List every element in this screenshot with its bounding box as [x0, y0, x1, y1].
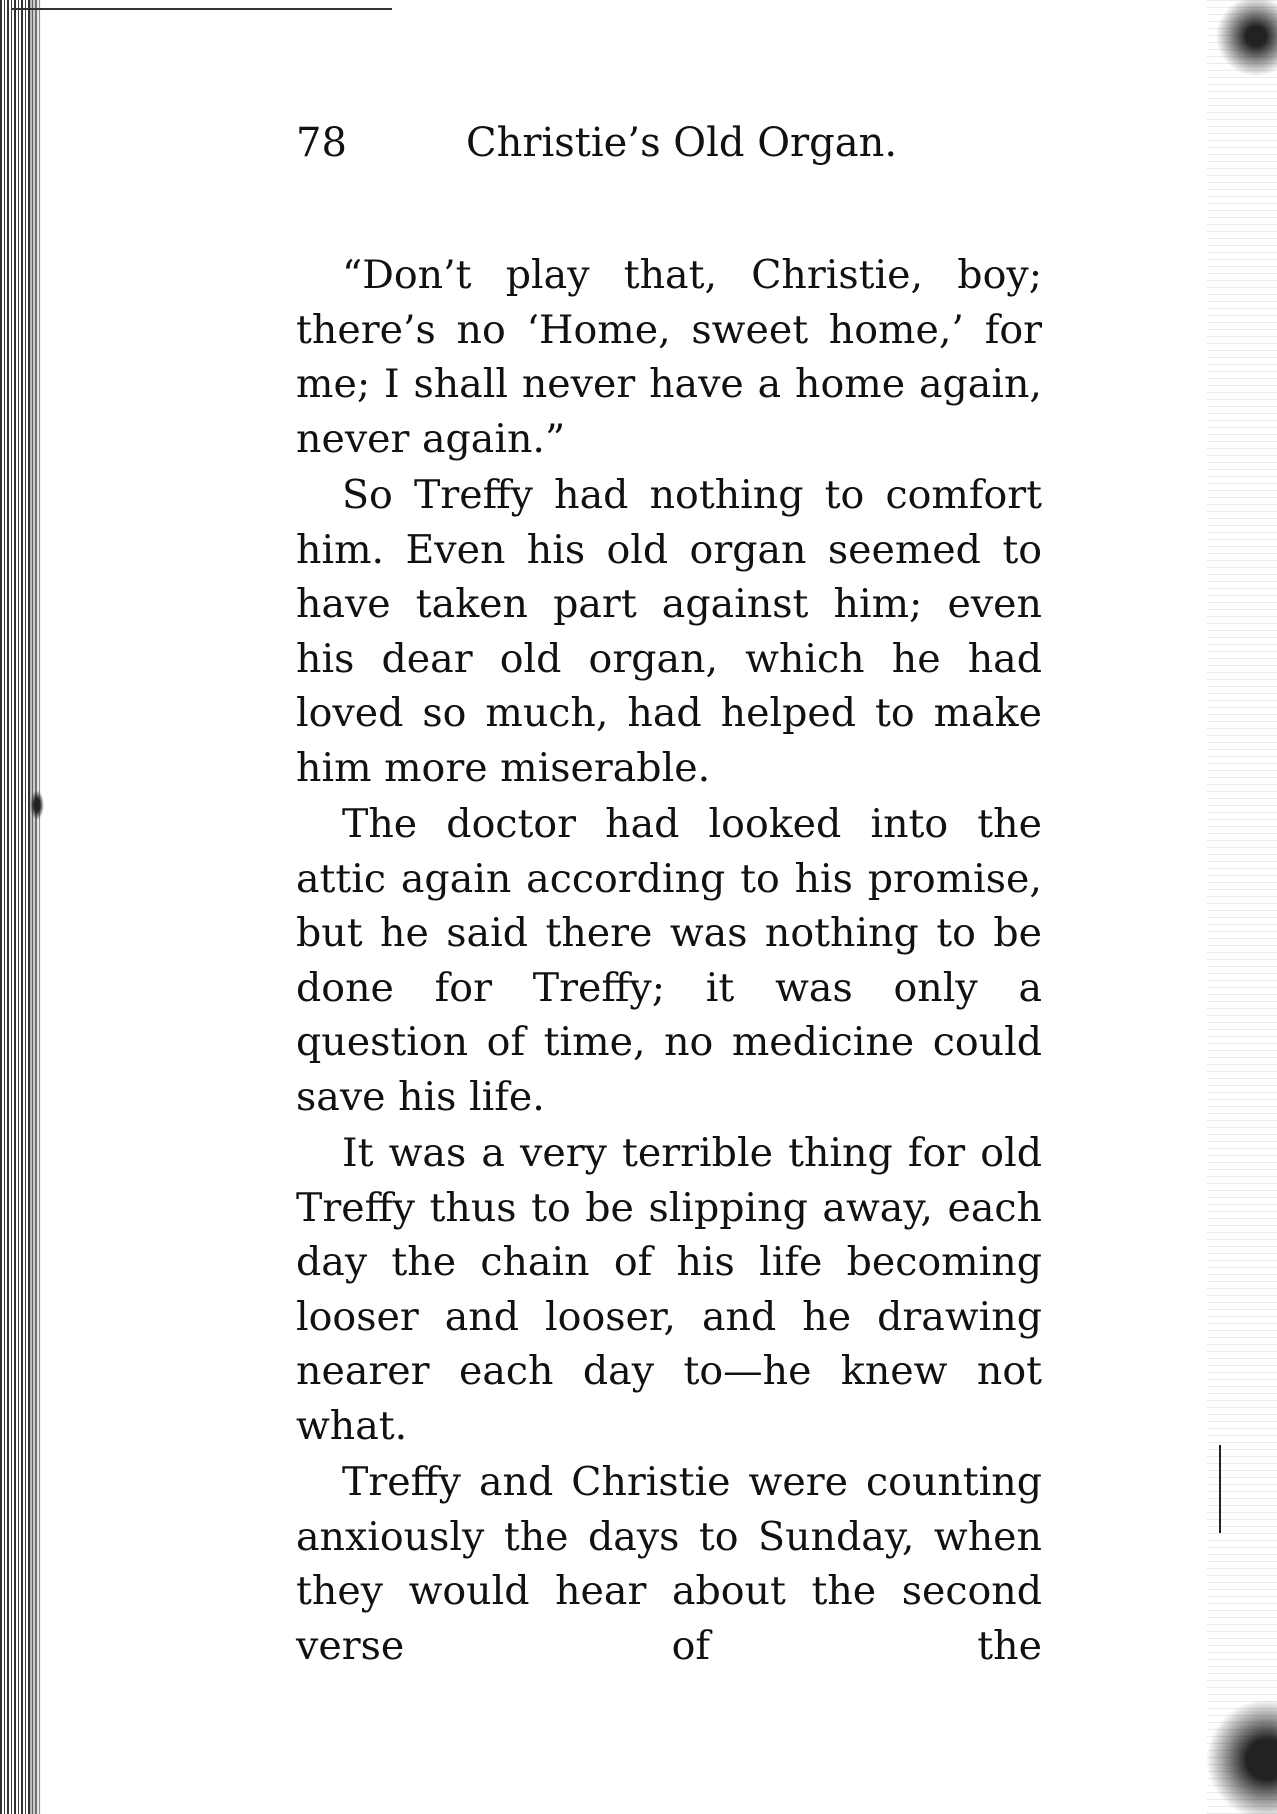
paragraph: The doctor had looked into the attic again according to his promise, but he said there was nothing to be done for Treffy; it was only a question of time, no medicine could save his life. [296, 801, 1042, 1120]
running-header [296, 120, 1042, 180]
body-text [296, 248, 1042, 1673]
spine-shadow [30, 0, 42, 1814]
paragraph: So Treffy had nothing to comfort him. Even his old organ seemed to have taken part against him; even his dear old organ, which he had loved so much, had helped to make him more miserable. [296, 472, 1042, 791]
book-page [296, 120, 1042, 1673]
scan-top-rule [12, 8, 392, 10]
paragraph: Treffy and Christie were counting anxiously the days to Sunday, when they would hear about the second verse of the [296, 1459, 1042, 1669]
page-right-edge [1207, 0, 1277, 1814]
running-title: Christie’s Old Organ. [466, 120, 898, 166]
page-number: 78 [296, 120, 347, 166]
paragraph: It was a very terrible thing for old Treffy thus to be slipping away, each day the chain of his life becoming looser and looser, and he drawing nearer each day to—he knew not what. [296, 1130, 1042, 1449]
paragraph: “Don’t play that, Christie, boy; there’s no ‘Home, sweet home,’ for me; I shall never have a home again, never again.” [296, 252, 1042, 462]
scan-mark [1219, 1445, 1221, 1533]
scan-speck [30, 790, 44, 820]
